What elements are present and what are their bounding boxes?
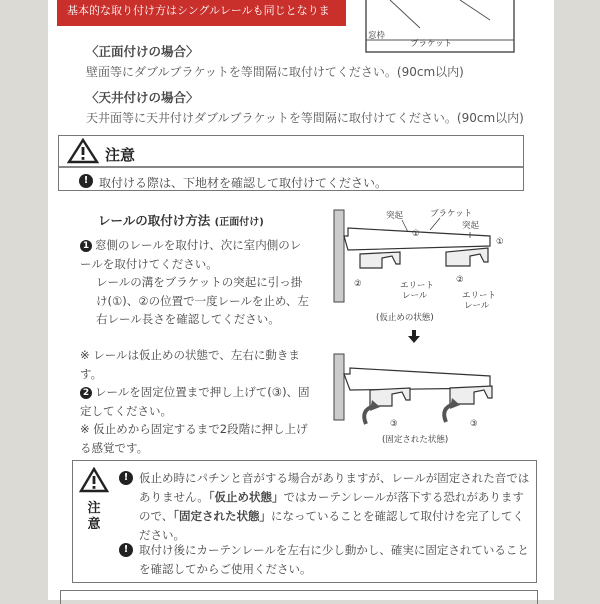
- note-para-2: 取付け後にカーテンレールを左右に少し動かし、確実に固定されていることを確認してからご使用ください。: [139, 543, 529, 576]
- mark-1-b: ①: [496, 237, 504, 247]
- mark-3-a: ③: [390, 419, 398, 429]
- step-1-text: 窓側のレールを取付け、次に室内側のレールを取付けてください。: [80, 238, 302, 271]
- rail-diagram-temporary: [330, 206, 520, 326]
- note-2-text: ※ 仮止めから固定するまで2段階に押し上げる感覚です。: [80, 422, 308, 455]
- note-side-label-1: 注: [87, 501, 101, 516]
- step-1-number: 1: [80, 240, 92, 252]
- window-frame-diagram: [360, 0, 520, 56]
- caution-text: 取付ける際は、下地材を確認して取付けてください。: [99, 176, 388, 190]
- note-para-1-post: になっていることを確認して取付けを完了してください。: [139, 509, 525, 542]
- info-banner: 基本的な取り付け方はシングルレールも同じとなります。: [57, 0, 346, 26]
- note-para-1: [139, 469, 531, 545]
- frame-label: 窓枠: [368, 31, 386, 41]
- diagram2-caption: (固定された状態): [382, 435, 449, 445]
- rail-diagram-fixed: [330, 350, 520, 445]
- exclamation-icon: !: [79, 174, 93, 188]
- mark-1-a: ①: [412, 229, 420, 239]
- warning-icon: [79, 467, 109, 493]
- step-2: [80, 383, 312, 420]
- note-para-1-mid: ではカーテンレールが落下する恐れがありますので、: [139, 490, 524, 523]
- ceiling-mount-text: 天井面等に天井付けダブルブラケットを等間隔に取付けてください。(90cm以内): [86, 111, 524, 125]
- next-section-box: [60, 590, 538, 604]
- elite-rail-label-a-2: レール: [402, 291, 428, 301]
- note-2: [80, 420, 312, 457]
- bracket-label: ブラケット: [410, 39, 453, 49]
- front-mount-text: 壁面等にダブルブラケットを等間隔に取付けてください。(90cm以内): [86, 65, 464, 79]
- caution-box: [58, 135, 524, 191]
- note-para-1-pre: 仮止め時にパチンと音がする場合がありますが、レールが固定された音ではありません。: [139, 471, 530, 504]
- note-para-1-bold2: 「固定された状態」: [173, 509, 272, 523]
- bracket-label-2: ブラケット: [430, 209, 473, 219]
- note-1-text: ※ レールは仮止めの状態で、左右に動きます。: [80, 348, 300, 381]
- note-1: [80, 346, 312, 383]
- note-box: [72, 460, 537, 583]
- step-2-text: レールを固定位置まで押し上げて(③)、固定してください。: [80, 385, 310, 418]
- diagram1-caption: (仮止めの状態): [376, 313, 434, 323]
- note-para-1-bold1: 「仮止め状態」: [208, 490, 284, 504]
- caution-title: 注意: [105, 146, 136, 164]
- rail-install-subtitle: (正面付け): [214, 217, 264, 228]
- protrusion-label-a: 突起: [386, 211, 404, 221]
- caution-header: [59, 136, 523, 168]
- elite-rail-label-a: エリート: [400, 281, 435, 291]
- step-1: [80, 236, 312, 273]
- mark-2-a: ②: [354, 279, 362, 289]
- front-mount-heading: 〈正面付けの場合〉: [86, 44, 199, 59]
- ceiling-mount-heading: 〈天井付けの場合〉: [86, 90, 199, 105]
- rail-install-title-text: レールの取付け方法: [98, 213, 211, 228]
- exclamation-icon: !: [119, 543, 133, 557]
- note-side-label-2: 意: [87, 517, 101, 532]
- mark-3-b: ③: [470, 419, 478, 429]
- elite-rail-label-b: エリート: [462, 291, 497, 301]
- mark-2-b: ②: [456, 275, 464, 285]
- note-side: [79, 467, 109, 533]
- warning-icon: [67, 138, 99, 164]
- step-1b: [96, 273, 312, 329]
- elite-rail-label-b-2: レール: [464, 301, 490, 311]
- exclamation-icon: !: [119, 471, 133, 485]
- protrusion-label-b: 突起: [462, 221, 480, 231]
- arrow-down-icon: [408, 330, 420, 344]
- step-2-number: 2: [80, 387, 92, 399]
- step-1b-text: レールの溝をブラケットの突起に引っ掛け(①)、②の位置で一度レールを止め、左右レール長さを確認してください。: [96, 275, 309, 326]
- rail-install-title: [98, 211, 264, 229]
